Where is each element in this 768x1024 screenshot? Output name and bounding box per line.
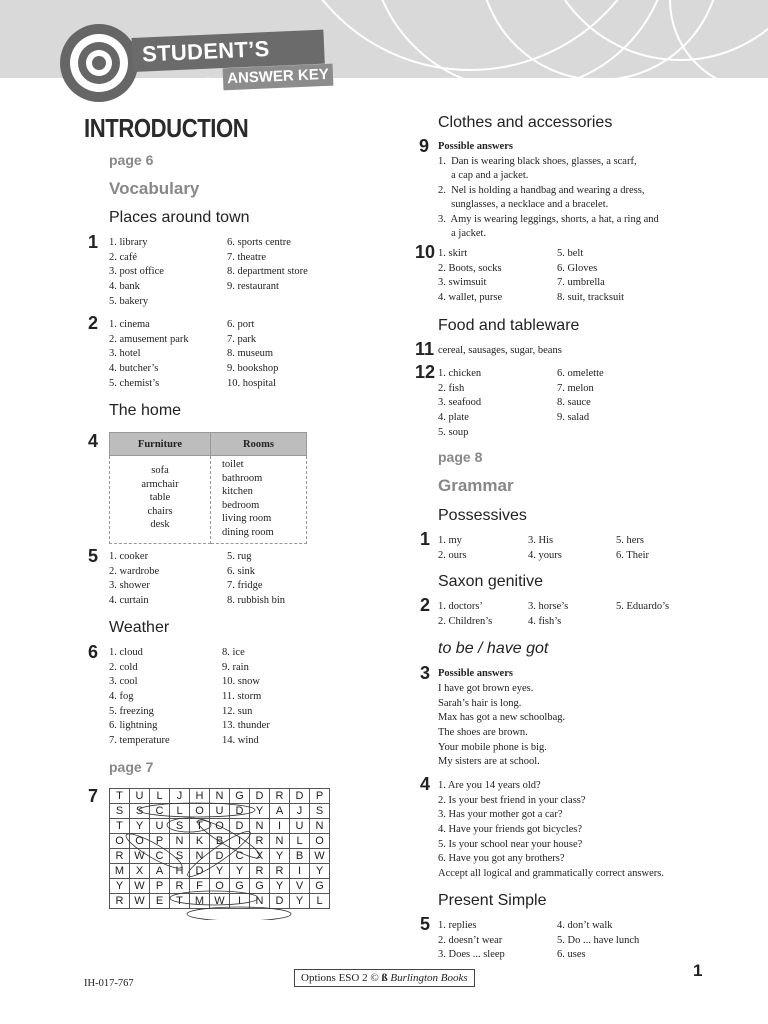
grid-letter: O [130, 834, 150, 849]
grid-letter: U [150, 819, 170, 834]
answer-list: 8. ice 9. rain 10. snow 11. storm 12. sun 13. thunder 14. wind [222, 647, 270, 747]
answer-list: 1. cooker 2. wardrobe 3. shower 4. curtain [109, 551, 160, 607]
grid-letter: S [170, 849, 190, 864]
publisher-name: Burlington Books [390, 972, 468, 984]
grid-letter: D [230, 819, 250, 834]
grid-letter: O [190, 804, 210, 819]
exercise-number: 1 [88, 232, 99, 252]
grid-letter: C [150, 849, 170, 864]
answer-list: 1. my 2. ours [438, 535, 467, 561]
grid-letter: I [290, 864, 310, 879]
grid-letter: O [210, 819, 230, 834]
grid-letter: Y [130, 819, 150, 834]
grid-letter: H [190, 789, 210, 804]
table-header: Furniture [110, 433, 211, 456]
grid-letter: N [250, 894, 270, 909]
grid-letter: K [190, 834, 210, 849]
answer-list: 1. Are you 14 years old? 2. Is your best friend in your class? 3. Has your mother got a car? 4. Have your friends got bicycles? 5. Is your school near your house? 6. Have you got any brothers? Accept all logical and grammatically correct answers. [438, 780, 664, 880]
document-code: IH-017-767 [84, 978, 134, 989]
grid-letter: N [270, 834, 290, 849]
grid-letter: V [290, 879, 310, 894]
grid-letter: Y [270, 849, 290, 864]
grid-letter: D [250, 789, 270, 804]
answer-list: 5. rug 6. sink 7. fridge 8. rubbish bin [227, 551, 286, 607]
grid-letter: S [170, 819, 190, 834]
grid-letter: Y [270, 879, 290, 894]
grid-letter: I [270, 819, 290, 834]
grid-letter: Y [110, 879, 130, 894]
grid-letter: W [210, 894, 230, 909]
grid-letter: L [150, 789, 170, 804]
grid-letter: W [130, 849, 150, 864]
grid-letter: U [210, 804, 230, 819]
grid-letter: Y [310, 864, 330, 879]
grid-letter: T [170, 894, 190, 909]
word-search-circles [109, 788, 309, 920]
grid-letter: R [110, 849, 130, 864]
grid-letter: L [310, 894, 330, 909]
exercise-number: 11 [415, 339, 435, 359]
grid-letter: G [230, 789, 250, 804]
grid-letter: M [110, 864, 130, 879]
grid-letter: U [290, 819, 310, 834]
grid-letter: J [290, 804, 310, 819]
exercise-number: 4 [88, 431, 99, 451]
burlington-logo-icon: ß [381, 972, 388, 984]
grid-letter: S [130, 804, 150, 819]
answer-list: 1. chicken 2. fish 3. seafood 4. plate 5. soup [438, 368, 482, 438]
food-heading: Food and tableware [438, 317, 580, 334]
grid-letter: J [170, 789, 190, 804]
page-label-8: page 8 [438, 449, 483, 465]
furniture-cell: sofa armchair table chairs desk [110, 456, 211, 544]
grid-letter: R [170, 879, 190, 894]
grid-letter: Y [230, 864, 250, 879]
answer-list: 6. omelette 7. melon 8. sauce 9. salad [557, 368, 604, 424]
book-title: STUDENT’S BOOK [132, 30, 325, 72]
exercise-number: 3 [420, 663, 431, 683]
grid-letter: R [270, 789, 290, 804]
grid-letter: I [230, 834, 250, 849]
grid-letter: G [230, 879, 250, 894]
grid-letter: P [310, 789, 330, 804]
grid-letter: Y [290, 894, 310, 909]
grid-letter: R [250, 834, 270, 849]
grid-letter: G [250, 879, 270, 894]
grid-letter: N [170, 834, 190, 849]
grid-letter: M [190, 894, 210, 909]
answer-list: 3. horse’s 4. fish’s [528, 601, 569, 627]
grid-letter: L [170, 804, 190, 819]
grid-letter: W [130, 894, 150, 909]
grid-letter: T [110, 789, 130, 804]
grid-letter: B [290, 849, 310, 864]
grid-letter: C [230, 849, 250, 864]
answer-list: 1. Dan is wearing black shoes, glasses, a scarf, a cap and a jacket. 2. Nel is holding a handbag and wearing a dress, sunglasses, a necklace and a bracelet. 3. Amy is wearing leggings, shorts, a hat, a ring and a jacket. [438, 156, 659, 239]
grid-letter: T [110, 819, 130, 834]
grid-letter: N [190, 849, 210, 864]
grid-letter: N [310, 819, 330, 834]
grid-letter: B [210, 834, 230, 849]
copyright-text: Options ESO 2 © [301, 972, 382, 984]
grid-letter: A [150, 864, 170, 879]
section-title: INTRODUCTION [84, 113, 249, 143]
answer-list: 1. replies 2. doesn’t wear 3. Does ... sleep [438, 920, 505, 961]
page-label-7: page 7 [109, 759, 154, 775]
table-header: Rooms [211, 433, 307, 456]
grid-letter: W [130, 879, 150, 894]
grid-letter: W [310, 849, 330, 864]
possible-answers-label: Possible answers [438, 668, 513, 679]
rooms-cell: toilet bathroom kitchen bedroom living room dining room [211, 456, 307, 544]
grid-letter: N [210, 789, 230, 804]
exercise-number: 5 [88, 546, 99, 566]
grid-letter: D [270, 894, 290, 909]
answer-list: 1. cinema 2. amusement park 3. hotel 4. butcher’s 5. chemist’s [109, 319, 189, 389]
grid-letter: H [170, 864, 190, 879]
exercise-number: 7 [88, 786, 99, 806]
possible-answers-label: Possible answers [438, 141, 513, 152]
grid-letter: R [250, 864, 270, 879]
grid-letter: C [150, 804, 170, 819]
grid-letter: S [310, 804, 330, 819]
grid-letter: X [250, 849, 270, 864]
grid-letter: P [150, 834, 170, 849]
places-heading: Places around town [109, 209, 250, 226]
target-logo-icon [58, 22, 140, 104]
exercise-number: 9 [419, 136, 430, 156]
exercise-number: 10 [415, 242, 436, 262]
exercise-number: 6 [88, 642, 99, 662]
grid-letter: S [110, 804, 130, 819]
grid-letter: I [230, 894, 250, 909]
answer-list: 6. port 7. park 8. museum 9. bookshop 10. hospital [227, 319, 279, 389]
answer-list: I have got brown eyes. Sarah’s hair is long. Max has got a new schoolbag. The shoes are brown. Your mobile phone is big. My sisters are at school. [438, 683, 566, 768]
grid-letter: R [270, 864, 290, 879]
grid-letter: O [110, 834, 130, 849]
grid-letter: R [110, 894, 130, 909]
answer-list: 1. doctors’ 2. Children’s [438, 601, 493, 627]
exercise-number: 12 [415, 362, 436, 382]
tobe-heading: to be / have got [438, 640, 549, 657]
answer-list: 5. hers 6. Their [616, 535, 650, 561]
possessives-heading: Possessives [438, 507, 527, 524]
grid-letter: Y [210, 864, 230, 879]
answer-list: 5. Eduardo’s [616, 601, 670, 612]
grid-letter: D [190, 864, 210, 879]
grid-letter: X [130, 864, 150, 879]
answer-list: 4. don’t walk 5. Do ... have lunch 6. uses [557, 920, 640, 961]
answer-list: 6. sports centre 7. theatre 8. department store 9. restaurant [227, 237, 308, 293]
answer-list: 1. library 2. café 3. post office 4. bank 5. bakery [109, 237, 164, 307]
furniture-table [109, 432, 307, 544]
grid-letter: D [230, 804, 250, 819]
grid-letter: A [270, 804, 290, 819]
grid-letter: F [190, 879, 210, 894]
home-heading: The home [109, 402, 182, 419]
saxon-heading: Saxon genitive [438, 573, 543, 590]
present-simple-heading: Present Simple [438, 892, 547, 909]
exercise-number: 2 [420, 595, 431, 615]
answer-list: 5. belt 6. Gloves 7. umbrella 8. suit, tracksuit [557, 248, 625, 304]
book-subtitle: ANSWER KEY [223, 64, 334, 91]
vocabulary-heading: Vocabulary [109, 179, 200, 198]
clothes-heading: Clothes and accessories [438, 114, 613, 131]
answer-list: 1. cloud 2. cold 3. cool 4. fog 5. freezing 6. lightning 7. temperature [109, 647, 170, 747]
grid-letter: T [190, 819, 210, 834]
grid-letter: Y [250, 804, 270, 819]
page-number: 1 [693, 961, 703, 980]
answer-text: cereal, sausages, sugar, beans [438, 345, 562, 356]
grid-letter: O [210, 879, 230, 894]
exercise-number: 5 [420, 914, 431, 934]
exercise-number: 2 [88, 313, 99, 333]
answer-list: 1. skirt 2. Boots, socks 3. swimsuit 4. wallet, purse [438, 248, 503, 304]
grid-letter: P [150, 879, 170, 894]
copyright-box [294, 969, 475, 987]
grid-letter: D [210, 849, 230, 864]
grid-letter: D [290, 789, 310, 804]
weather-heading: Weather [109, 619, 170, 636]
grid-letter: N [250, 819, 270, 834]
grid-letter: U [130, 789, 150, 804]
answer-list: 3. His 4. yours [528, 535, 562, 561]
page-label-6: page 6 [109, 152, 154, 168]
exercise-number: 4 [420, 774, 431, 794]
grammar-heading: Grammar [438, 476, 514, 495]
exercise-number: 1 [420, 529, 431, 549]
grid-letter: G [310, 879, 330, 894]
grid-letter: O [310, 834, 330, 849]
grid-letter: E [150, 894, 170, 909]
grid-letter: L [290, 834, 310, 849]
